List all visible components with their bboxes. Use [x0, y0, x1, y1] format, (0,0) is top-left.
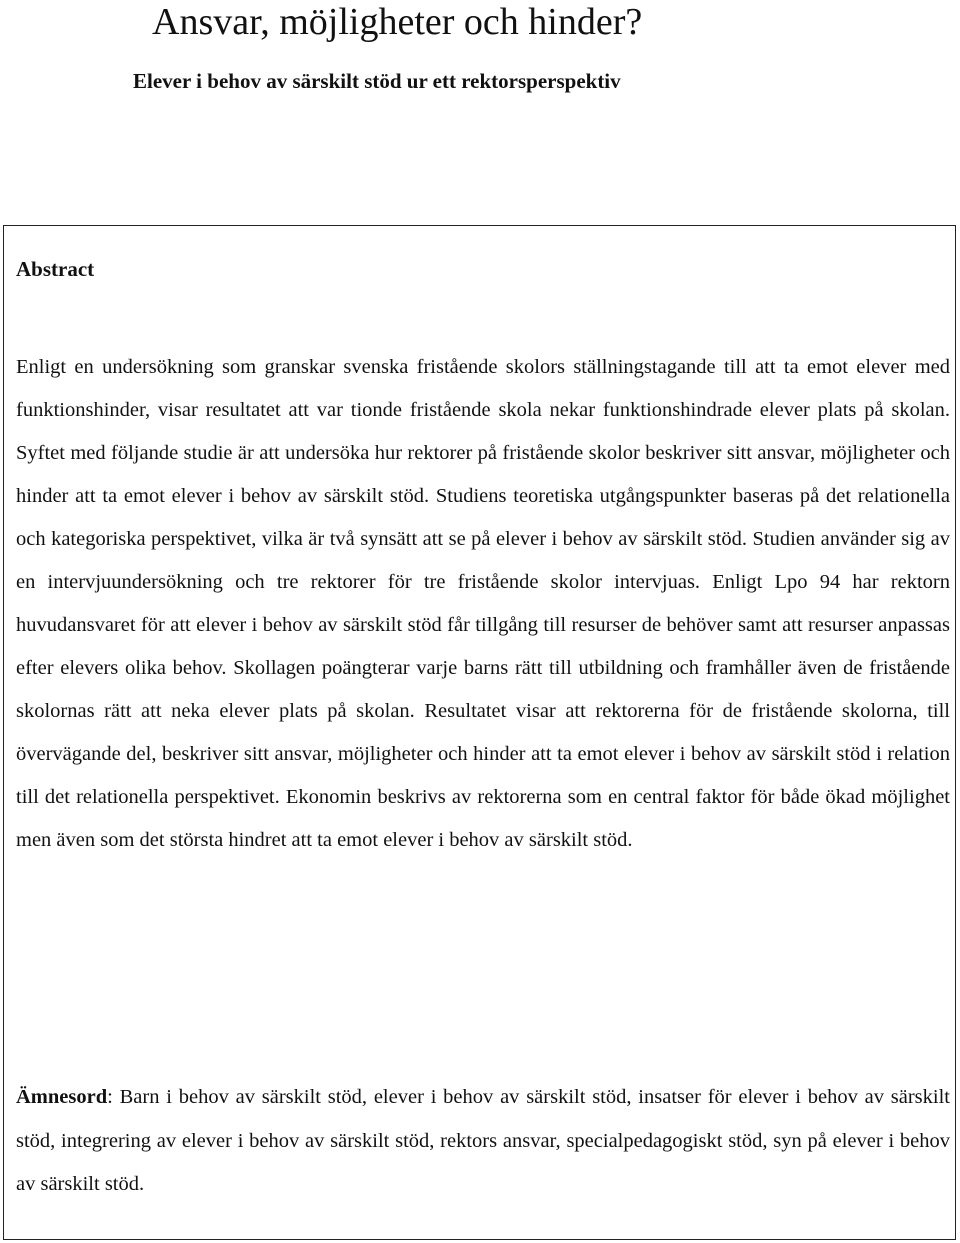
abstract-heading: Abstract [16, 257, 95, 281]
document-title: Ansvar, möjligheter och hinder? [152, 1, 643, 43]
document-subtitle: Elever i behov av särskilt stöd ur ett rektorsperspektiv [133, 69, 621, 93]
abstract-body: Enligt en undersökning som granskar svenska fristående skolors ställningstagande till att ta emot elever med funktionshinder, visar resultatet att var tionde fristående skola nekar funktionshindrade elever plats på skolan. Syftet med följande studie är att undersöka hur rektorer på fristående skolor beskriver sitt ansvar, möjligheter och hinder att ta emot elever i behov av särskilt stöd. Studiens teoretiska utgångspunkter baseras på det relationella och kategoriska perspektivet, vilka är två synsätt att se på elever i behov av särskilt stöd. Studien använder sig av en intervjuundersökning och tre rektorer för tre fristående skolor intervjuas. Enligt Lpo 94 har rektorn huvudansvaret för att elever i behov av särskilt stöd får tillgång till resurser de behöver samt att resurser anpassas efter elevers olika behov. Skollagen poängterar varje barns rätt till utbildning och framhåller även de fristående skolornas rätt att neka elever plats på skolan. Resultatet visar att rektorerna för de fristående skolorna, till övervägande del, beskriver sitt ansvar, möjligheter och hinder att ta emot elever i behov av särskilt stöd i relation till det relationella perspektivet. Ekonomin beskrivs av rektorerna som en central faktor för både ökad möjlighet men även som det största hindret att ta emot elever i behov av särskilt stöd. [16, 356, 950, 851]
keywords-text: Barn i behov av särskilt stöd, elever i behov av särskilt stöd, insatser för elever i behov av särskilt stöd, integrering av elever i behov av särskilt stöd, rektors ansvar, specialpedagogiskt stöd, syn på elever i behov av särskilt stöd. [16, 1086, 950, 1195]
keywords-label: Ämnesord [16, 1086, 108, 1108]
keywords-separator: : [107, 1086, 120, 1108]
keywords-paragraph [16, 1076, 950, 1207]
